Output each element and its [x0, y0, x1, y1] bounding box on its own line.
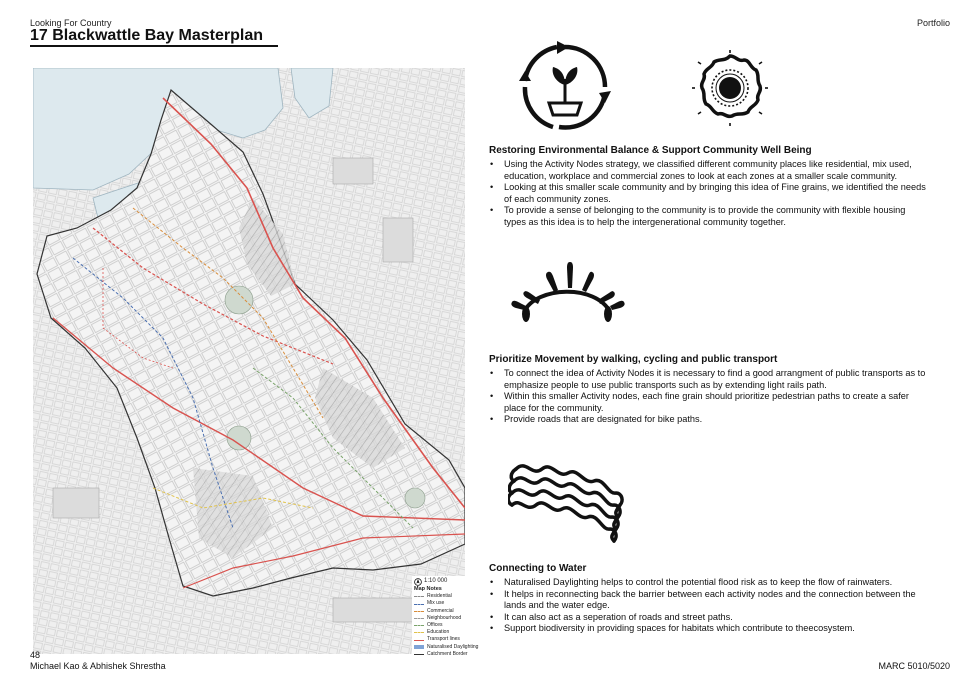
water-waves-icon	[508, 455, 628, 563]
list-item: • To connect the idea of Activity Nodes it is necessary to find a good arrangment of public transports as to emphasize people to use public transports such as by extending light rails path.	[489, 368, 929, 391]
list-item: • Within this smaller Activity nodes, each fine grain should prioritize pedestrian paths to create a safer place for the community.	[489, 391, 929, 414]
map-scale-label: 1:10 000	[424, 578, 448, 585]
building	[383, 218, 413, 262]
list-item: • Support biodiversity in providing spaces for habitats which contribute to theecosystem.	[489, 623, 929, 635]
authors: Michael Kao & Abhishek Shrestha	[30, 661, 166, 671]
legend-swatch	[414, 654, 424, 655]
masterplan-map-drawing	[33, 68, 465, 654]
bullet-list	[489, 368, 929, 426]
legend-item	[414, 644, 480, 651]
legend-item	[414, 600, 480, 607]
seedling-cycle-icon	[519, 41, 611, 133]
page-number: 48	[30, 650, 41, 660]
legend-swatch	[414, 632, 424, 633]
legend-label: Residential	[427, 593, 452, 600]
people-arc-icon	[510, 258, 626, 328]
legend-swatch	[414, 596, 424, 597]
legend-label: Neighbourhood	[427, 614, 462, 621]
portfolio-label: Portfolio	[916, 18, 950, 28]
list-item: • Using the Activity Nodes strategy, we classified different community places like residential, mix used, education, workplace and commercial zones to look at each zones at a smaller scale community.	[489, 159, 929, 182]
map-notes-title: Map Notes	[414, 586, 442, 592]
list-item: • Looking at this smaller scale community and by bringing this idea of Fine grains, we identified the needs of each community zones.	[489, 182, 929, 205]
legend-item	[414, 608, 480, 615]
masterplan-map	[33, 68, 465, 654]
list-item: • It can also act as a seperation of roads and street paths.	[489, 612, 929, 624]
waterhole-flower-icon	[690, 48, 770, 128]
legend-item	[414, 651, 480, 658]
legend-label: Transport lines	[427, 636, 460, 643]
park	[405, 488, 425, 508]
section-environment	[489, 145, 929, 229]
map-scale	[414, 578, 480, 586]
title-underline	[30, 45, 278, 47]
legend-label: Mix use	[427, 600, 445, 607]
course-code: MARC 5010/5020	[878, 661, 950, 671]
section-heading: Restoring Environmental Balance & Support Community Well Being	[489, 145, 812, 156]
list-item: • Naturalised Daylighting helps to control the potential flood risk as to keep the flow of rainwaters.	[489, 577, 929, 589]
legend-label: Naturalised Daylighting	[427, 643, 479, 650]
legend-label: Commercial	[427, 607, 454, 614]
page-title: 17 Blackwattle Bay Masterplan	[30, 27, 263, 44]
legend-swatch	[414, 645, 424, 649]
legend-swatch	[414, 611, 424, 612]
section-heading: Prioritize Movement by walking, cycling and public transport	[489, 354, 778, 365]
list-item: • It helps in reconnecting back the barrier between each activity nodes and the connection between the lands and the water edge.	[489, 589, 929, 612]
building	[53, 488, 99, 518]
north-arrow-icon	[414, 578, 422, 586]
legend-swatch	[414, 618, 424, 619]
bullet-list	[489, 577, 929, 635]
legend-item	[414, 636, 480, 643]
legend-swatch	[414, 640, 424, 641]
building	[333, 158, 373, 184]
section-heading: Connecting to Water	[489, 563, 587, 574]
legend-item	[414, 622, 480, 629]
bullet-list	[489, 159, 929, 229]
legend-item	[414, 593, 480, 600]
legend-item	[414, 615, 480, 622]
section-movement	[489, 354, 929, 426]
map-legend	[412, 576, 482, 660]
legend-label: Education	[427, 629, 450, 636]
legend-swatch	[414, 625, 424, 626]
kicker-text: Looking For Country	[30, 18, 112, 28]
legend-label: Offices	[427, 622, 443, 629]
park	[225, 286, 253, 314]
legend-label: Catchment Border	[427, 650, 468, 657]
legend-swatch	[414, 604, 424, 605]
building	[333, 598, 413, 622]
section-water	[489, 563, 929, 635]
list-item: • Provide roads that are designated for bike paths.	[489, 414, 929, 426]
legend-item	[414, 629, 480, 636]
list-item: • To provide a sense of belonging to the community is to provide the community with flexible housing types as this idea is to help the intergenerational community together.	[489, 205, 929, 228]
